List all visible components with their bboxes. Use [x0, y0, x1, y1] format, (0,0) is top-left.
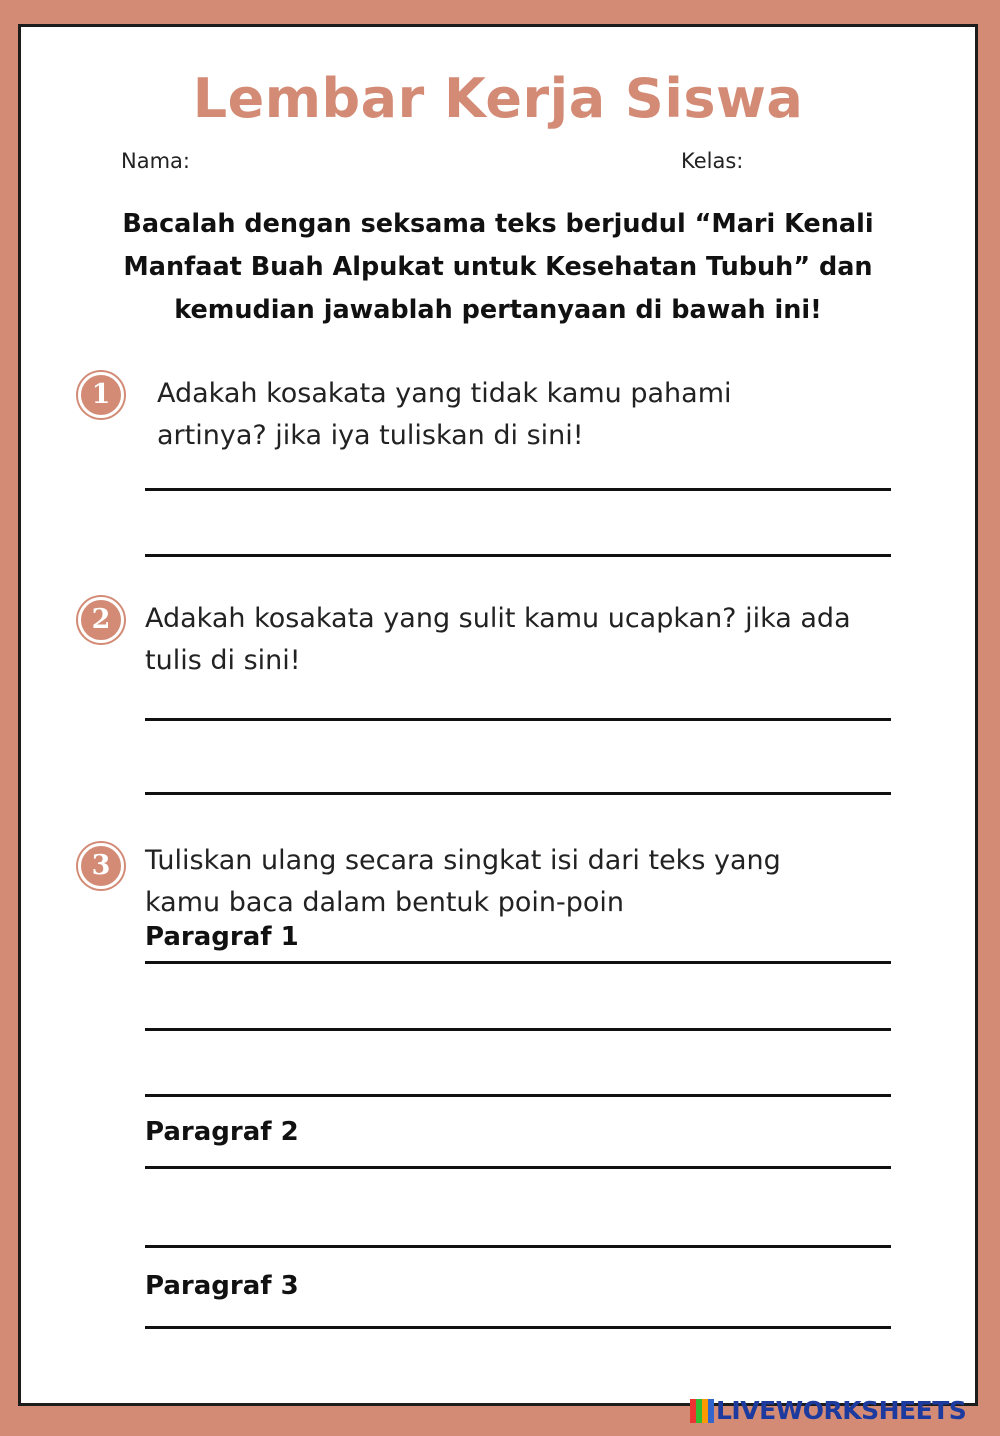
question-1-line-2: artinya? jika iya tuliskan di sini! [157, 420, 584, 451]
liveworksheets-logo-icon [690, 1399, 714, 1423]
answer-line-2a[interactable] [145, 718, 891, 721]
question-2-number-badge: 2 [78, 597, 124, 643]
answer-line-p1b[interactable] [145, 1028, 891, 1031]
class-label: Kelas: [681, 149, 744, 173]
question-1-number-badge: 1 [78, 372, 124, 418]
question-3-line-1: Tuliskan ulang secara singkat isi dari teks yang [145, 845, 781, 876]
question-1-line-1: Adakah kosakata yang tidak kamu pahami [157, 378, 732, 409]
question-3-text [145, 840, 865, 924]
worksheet-page [18, 24, 978, 1406]
question-1-text [157, 373, 877, 457]
question-3-line-2: kamu baca dalam bentuk poin-poin [145, 887, 625, 918]
answer-line-p3a[interactable] [145, 1326, 891, 1329]
question-3-number-badge: 3 [78, 843, 124, 889]
answer-line-p1a[interactable] [145, 961, 891, 964]
question-2-text [145, 598, 865, 682]
answer-line-1a[interactable] [145, 488, 891, 491]
paragraph-3-label: Paragraf 3 [145, 1271, 299, 1301]
question-2-line-1: Adakah kosakata yang sulit kamu ucapkan? jika ada [145, 603, 851, 634]
liveworksheets-brand[interactable] [690, 1396, 966, 1425]
answer-line-2b[interactable] [145, 792, 891, 795]
brand-text: LIVEWORKSHEETS [716, 1396, 967, 1425]
paragraph-2-label: Paragraf 2 [145, 1117, 299, 1147]
answer-line-1b[interactable] [145, 554, 891, 557]
answer-line-p2b[interactable] [145, 1245, 891, 1248]
instruction-text: Bacalah dengan seksama teks berjudul “Mari Kenali Manfaat Buah Alpukat untuk Kesehatan Tubuh” dan kemudian jawablah pertanyaan di bawah ini! [122, 209, 874, 325]
page-title: Lembar Kerja Siswa [192, 67, 804, 130]
name-label: Nama: [121, 149, 190, 173]
answer-line-p2a[interactable] [145, 1166, 891, 1169]
paragraph-1-label: Paragraf 1 [145, 922, 299, 952]
question-2-line-2: tulis di sini! [145, 645, 301, 676]
answer-line-p1c[interactable] [145, 1094, 891, 1097]
